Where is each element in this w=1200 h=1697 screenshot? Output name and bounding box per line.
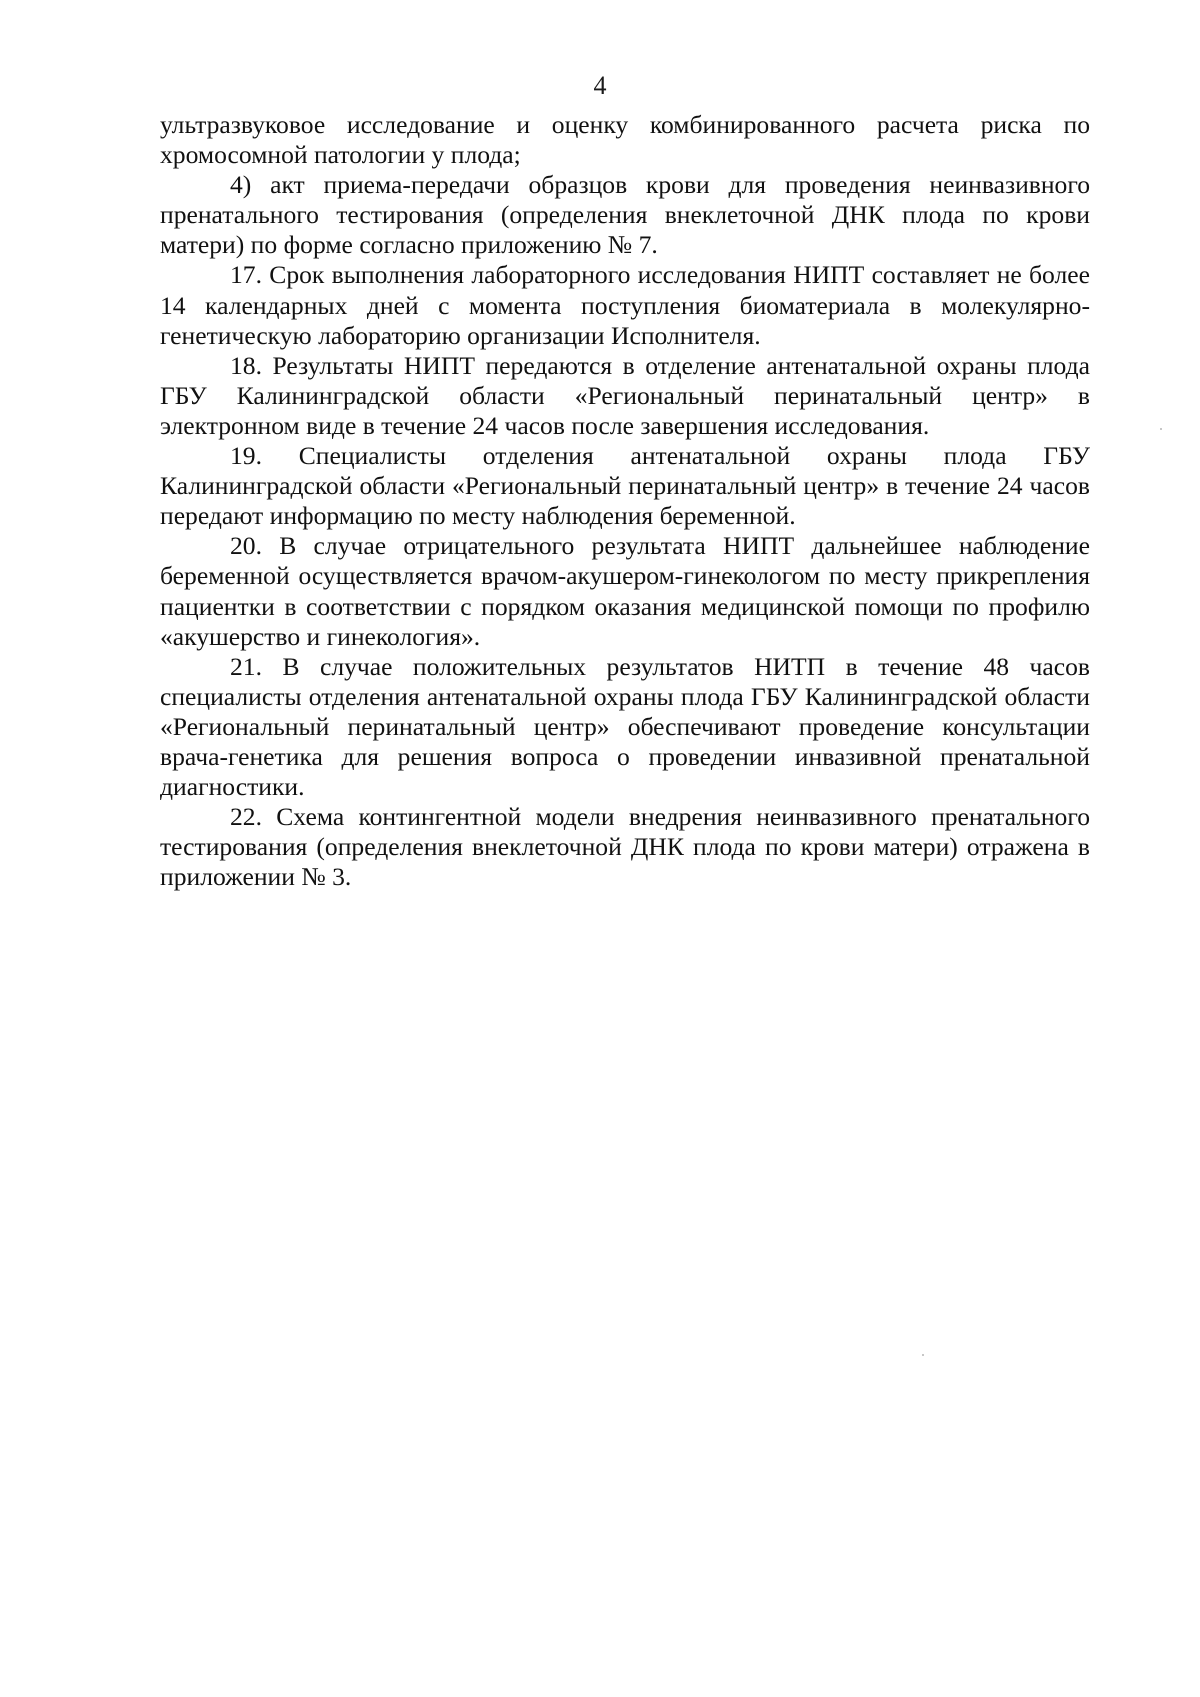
document-body <box>160 110 1090 892</box>
paragraph-item-4: 4) акт приема-передачи образцов крови для проведения неинвазивного пренатального тестирования (определения внеклеточной ДНК плода по крови матери) по форме согласно приложению № 7. <box>160 170 1090 260</box>
paragraph-21: 21. В случае положительных результатов НИТП в течение 48 часов специалисты отделения антенатальной охраны плода ГБУ Калининградской области «Региональный перинатальный центр» обеспечивают проведение консультации врача-генетика для решения вопроса о проведении инвазивной пренатальной диагностики. <box>160 651 1090 802</box>
paragraph-20: 20. В случае отрицательного результата НИПТ дальнейшее наблюдение беременной осуществляется врачом-акушером-гинекологом по месту прикрепления пациентки в соответствии с порядком оказания медицинской помощи по профилю «акушерство и гинекология». <box>160 531 1090 651</box>
scan-speck <box>922 1354 924 1356</box>
paragraph-22: 22. Схема контингентной модели внедрения неинвазивного пренатального тестирования (определения внеклеточной ДНК плода по крови матери) отражена в приложении № 3. <box>160 802 1090 892</box>
paragraph-17: 17. Срок выполнения лабораторного исследования НИПТ составляет не более 14 календарных дней с момента поступления биоматериала в молекулярно-генетическую лабораторию организации Исполнителя. <box>160 260 1090 350</box>
paragraph-18: 18. Результаты НИПТ передаются в отделение антенатальной охраны плода ГБУ Калининградской области «Региональный перинатальный центр» в электронном виде в течение 24 часов после завершения исследования. <box>160 350 1090 440</box>
scan-speck <box>1160 428 1162 430</box>
paragraph-continuation: ультразвуковое исследование и оценку комбинированного расчета риска по хромосомной патологии у плода; <box>160 110 1090 170</box>
paragraph-19: 19. Специалисты отделения антенатальной охраны плода ГБУ Калининградской области «Региональный перинатальный центр» в течение 24 часов передают информацию по месту наблюдения беременной. <box>160 441 1090 531</box>
page-number: 4 <box>593 71 607 100</box>
